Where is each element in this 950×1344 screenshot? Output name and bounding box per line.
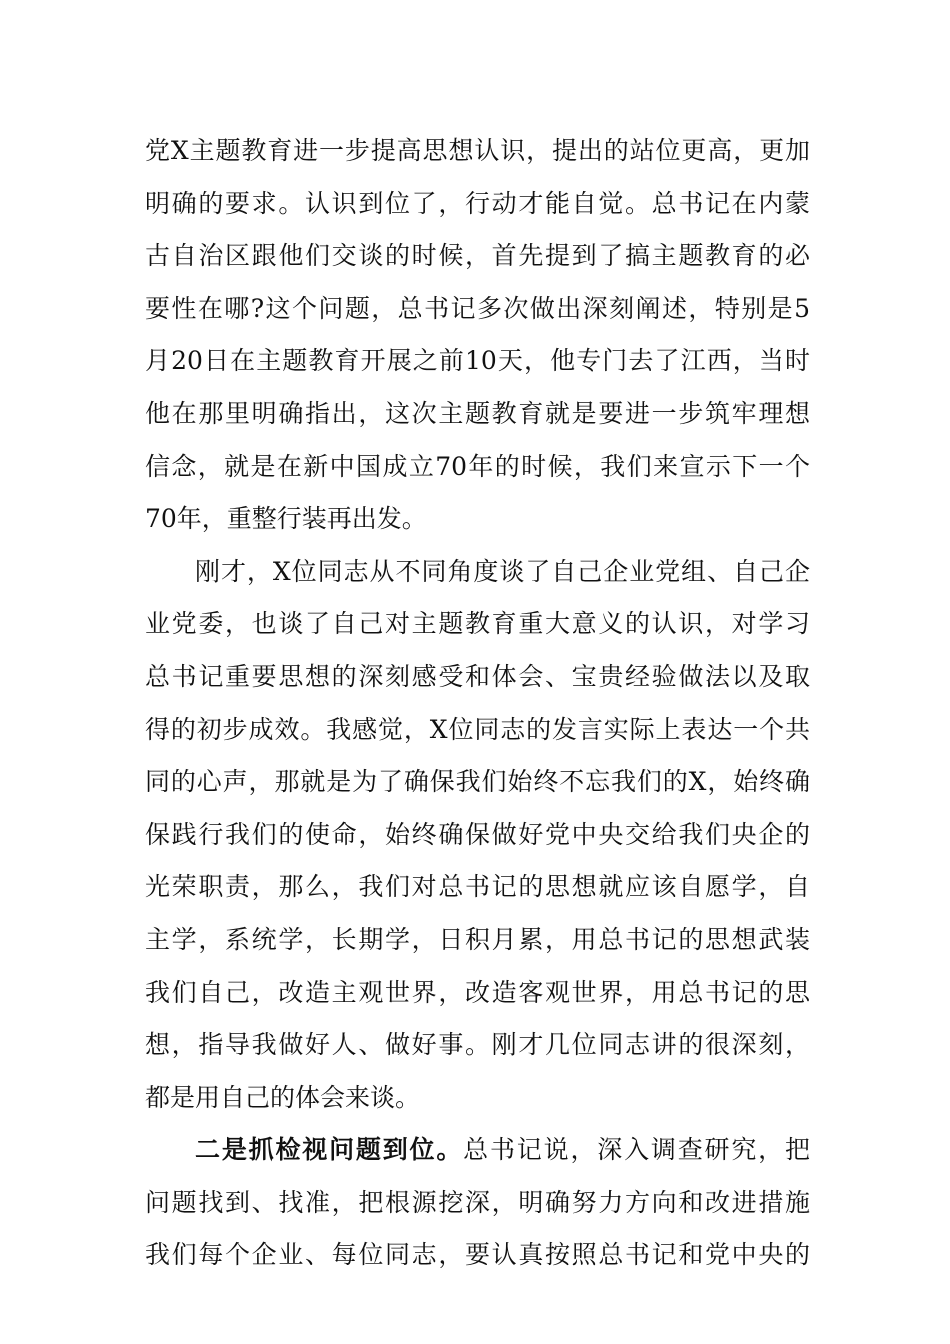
text-line: 同的心声，那就是为了确保我们始终不忘我们的X，始终确: [145, 767, 810, 797]
text-line: 古自治区跟他们交谈的时候，首先提到了搞主题教育的必: [145, 241, 810, 271]
text-line: 总书记重要思想的深刻感受和体会、宝贵经验做法以及取: [145, 661, 810, 691]
text-line: 党X主题教育进一步提高思想认识，提出的站位更高，更加: [145, 136, 810, 165]
paragraph-end-line: 70年，重整行装再出发。: [145, 504, 427, 534]
text-line: 问题找到、找准，把根源挖深，明确努力方向和改进措施: [145, 1187, 810, 1217]
text-line: 我们每个企业、每位同志，要认真按照总书记和党中央的: [145, 1240, 810, 1270]
body-text: [145, 125, 810, 1282]
text-line: 要性在哪?这个问题，总书记多次做出深刻阐述，特别是5: [145, 293, 810, 323]
section-heading: 二是抓检视问题到位。: [195, 1135, 464, 1165]
text-line: 想，指导我做好人、做好事。刚才几位同志讲的很深刻，: [145, 1030, 810, 1060]
text-line: 保践行我们的使命，始终确保做好党中央交给我们央企的: [145, 819, 810, 849]
text-line: 他在那里明确指出，这次主题教育就是要进一步筑牢理想: [145, 398, 810, 428]
text-line: 我们自己，改造主观世界，改造客观世界，用总书记的思: [145, 977, 810, 1007]
text-line: 信念，就是在新中国成立70年的时候，我们来宣示下一个: [145, 451, 810, 481]
text-line: 光荣职责，那么，我们对总书记的思想就应该自愿学，自: [145, 872, 810, 902]
heading-followup-text: 总书记说，深入调查研究，把: [463, 1135, 810, 1165]
text-line: 业党委，也谈了自己对主题教育重大意义的认识，对学习: [145, 609, 810, 639]
text-line: 主学，系统学，长期学，日积月累，用总书记的思想武装: [145, 924, 810, 954]
paragraph-end-line: 都是用自己的体会来谈。: [145, 1082, 421, 1112]
text-line: 明确的要求。认识到位了，行动才能自觉。总书记在内蒙: [145, 188, 810, 218]
text-line: 得的初步成效。我感觉，X位同志的发言实际上表达一个共: [145, 714, 810, 744]
paragraph-start-line: 刚才，X位同志从不同角度谈了自己企业党组、自己企: [195, 556, 810, 586]
paragraph-start-line: [145, 1124, 810, 1177]
text-line: 月20日在主题教育开展之前10天，他专门去了江西，当时: [145, 346, 810, 376]
